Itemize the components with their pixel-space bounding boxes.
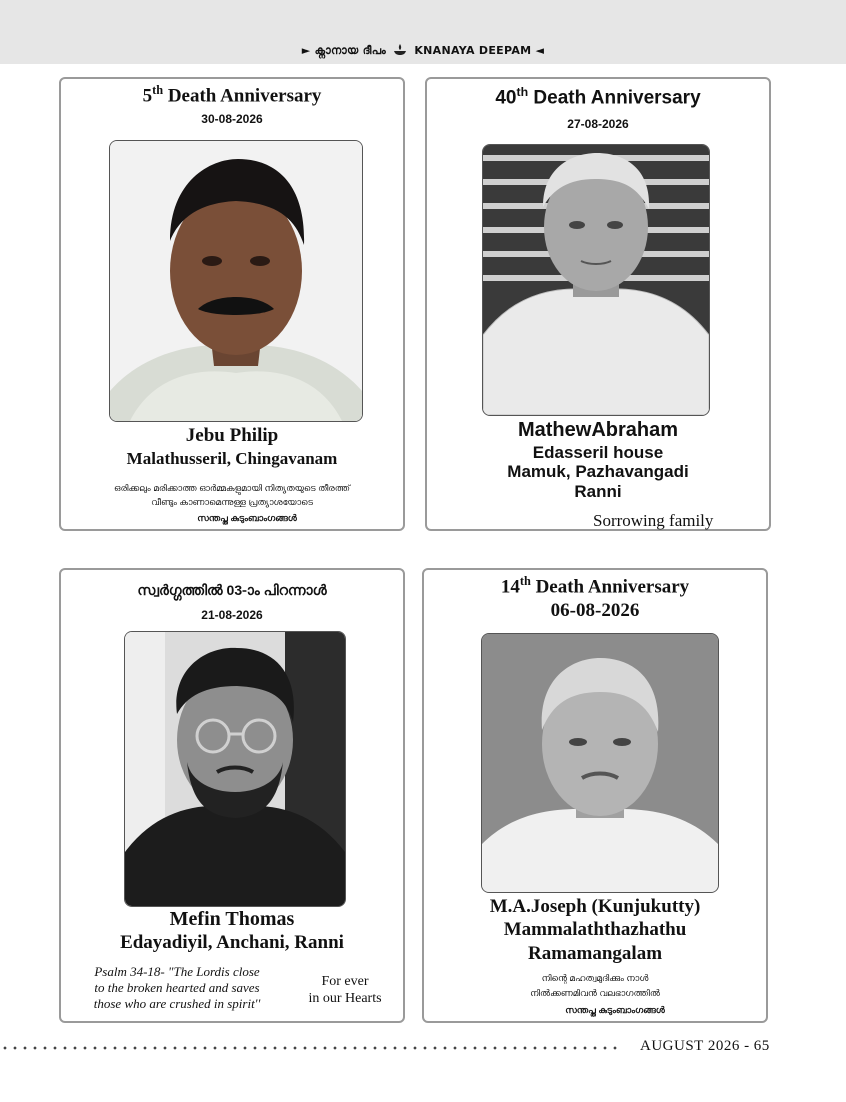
address-line: Ranni bbox=[574, 482, 622, 501]
portrait-photo bbox=[481, 633, 719, 893]
ordinal-suffix: th bbox=[152, 83, 164, 97]
header-right-arrow: ◄ bbox=[535, 44, 545, 57]
closing-line: in our Hearts bbox=[308, 991, 382, 1006]
closing-note bbox=[297, 973, 393, 1007]
portrait-photo bbox=[482, 144, 710, 416]
signoff: Sorrowing family bbox=[593, 511, 714, 530]
ordinal-suffix: th bbox=[516, 85, 529, 99]
footer-dotted-rule bbox=[0, 1045, 620, 1051]
address-line: Mammalaththazhathu bbox=[503, 919, 687, 940]
memorial-card-mefin-thomas bbox=[59, 568, 405, 1023]
closing-line: For ever bbox=[321, 974, 369, 989]
ordinal-suffix: th bbox=[519, 574, 531, 588]
deceased-name: M.A.Joseph (Kunjukutty) bbox=[489, 896, 701, 917]
anniversary-ordinal: 14 bbox=[500, 576, 520, 598]
verse-line: those who are crushed in spirit'' bbox=[93, 996, 261, 1011]
card-heading bbox=[427, 85, 769, 109]
obituary-card-jebu-philip bbox=[59, 77, 405, 531]
verse-line: Psalm 34-18- "The Lordis close bbox=[94, 964, 260, 979]
header-malayalam-title: ക്നാനായ ദീപം bbox=[314, 44, 387, 57]
obituary-card-mathew-abraham bbox=[425, 77, 771, 531]
deceased-name: MathewAbraham bbox=[517, 419, 679, 441]
deceased-name: Jebu Philip bbox=[185, 425, 279, 446]
lamp-icon bbox=[393, 44, 407, 56]
portrait-photo bbox=[124, 631, 346, 907]
anniversary-title: Death Anniversary bbox=[163, 85, 322, 107]
card-date: 21-08-2026 bbox=[201, 608, 263, 622]
card-date: 06-08-2026 bbox=[550, 600, 640, 621]
verse-line: to the broken hearted and saves bbox=[94, 980, 260, 995]
signoff: സന്തപ്ത കുടുംബാംഗങ്ങൾ bbox=[197, 513, 297, 523]
message-line: ഒരിക്കലും മരിക്കാത്ത ഓർമ്മകളുമായി നിത്യതയുടെ തീരത്ത് bbox=[114, 483, 350, 493]
address-line: Edayadiyil, Anchani, Ranni bbox=[120, 932, 344, 953]
obituary-card-ma-joseph bbox=[422, 568, 768, 1023]
message-line: നിന്റെ മഹത്വമുദിക്കും നാൾ bbox=[541, 973, 649, 983]
card-heading: സ്വർഗ്ഗത്തിൽ 03-ാം പിറന്നാൾ bbox=[137, 582, 327, 598]
deceased-name: Mefin Thomas bbox=[169, 908, 295, 930]
signoff: സന്തപ്ത കുടുംബാംഗങ്ങൾ bbox=[565, 1005, 665, 1015]
anniversary-title: Death Anniversary bbox=[530, 576, 690, 598]
address-line: Mamuk, Pazhavangadi bbox=[507, 462, 689, 481]
portrait-photo bbox=[109, 140, 363, 422]
address-line: Ramamangalam bbox=[527, 943, 663, 964]
anniversary-ordinal: 40 bbox=[495, 87, 517, 109]
address-line: Malathusseril, Chingavanam bbox=[126, 449, 338, 468]
header-left-arrow: ► bbox=[301, 44, 311, 57]
anniversary-ordinal: 5 bbox=[142, 85, 153, 107]
magazine-header bbox=[0, 44, 846, 58]
header-english-title: KNANAYA DEEPAM bbox=[414, 44, 532, 57]
card-date: 30-08-2026 bbox=[201, 112, 263, 126]
page-footer: AUGUST 2026 - 65 bbox=[640, 1038, 770, 1054]
card-date: 27-08-2026 bbox=[567, 117, 629, 131]
card-heading bbox=[424, 574, 766, 598]
bible-verse bbox=[67, 964, 287, 1012]
anniversary-title: Death Anniversary bbox=[528, 87, 701, 109]
message-line: നിൽക്കണമിവൻ വലഭാഗത്തിൽ bbox=[530, 988, 660, 998]
card-heading bbox=[61, 83, 403, 107]
address-line: Edasseril house bbox=[532, 443, 664, 462]
message-line: വീണ്ടും കാണാമെന്നുള്ള പ്രത്യാശയോടെ bbox=[151, 497, 313, 507]
